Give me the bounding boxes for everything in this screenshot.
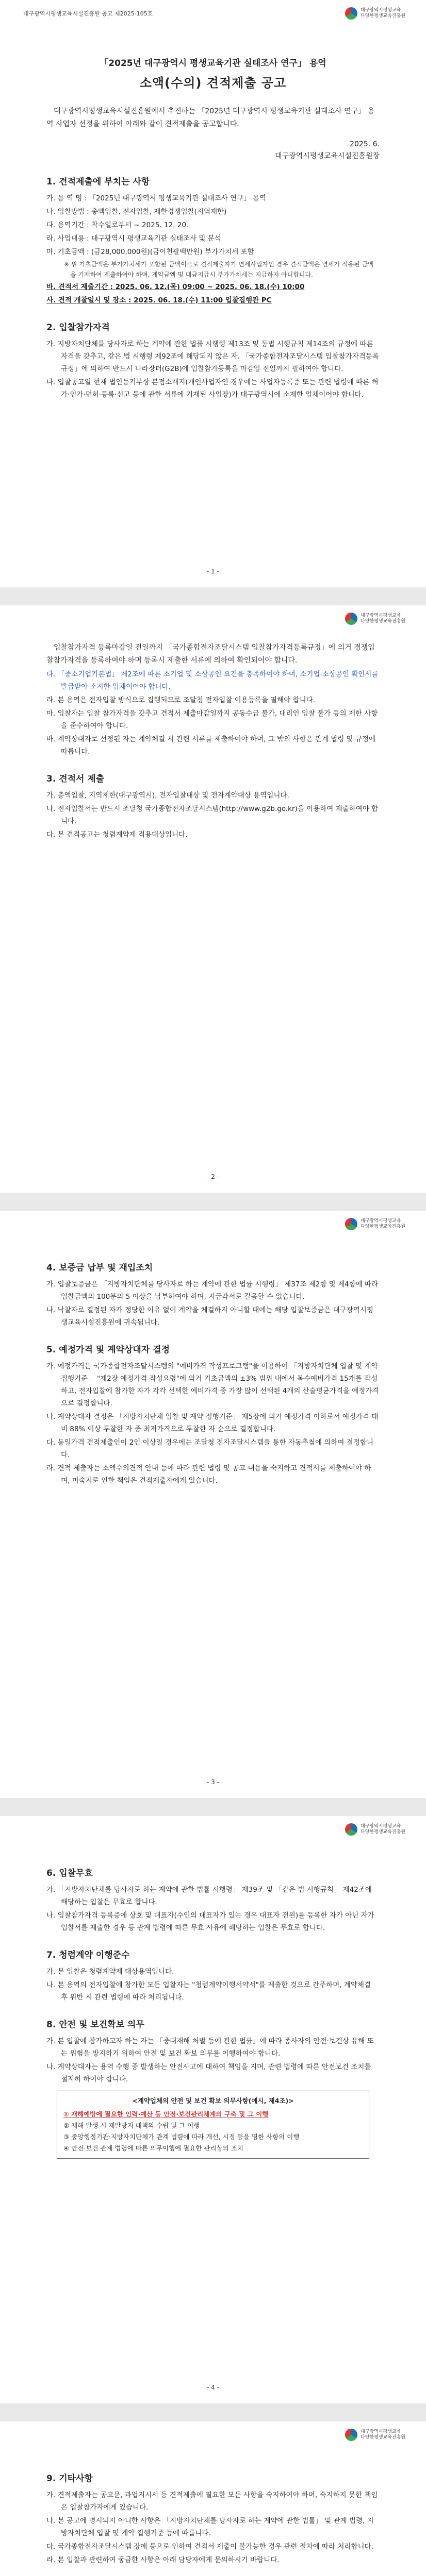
s9-item: 나. 본 공고에 명시되지 아니한 사항은 「지방자치단체를 당사자로 하는 계약에 관한 법률」 및 관계 법령, 지방자치단체 입찰 및 계약 집행기준 등에 따릅니다. bbox=[46, 2517, 374, 2537]
s2-item: 다. 「중소기업기본법」 제2조에 따른 소기업 및 소상공인 요건을 충족하여야 하며, 소기업·소상공인 확인서를 발급받아 소지한 업체이어야 합니다. bbox=[46, 670, 379, 691]
page-4 bbox=[0, 1816, 426, 2403]
page-1 bbox=[0, 0, 426, 587]
s2-item: 마. 입찰자는 입찰 참가자격을 갖추고 견적서 제출마감일까지 공동수급 불가, 대리인 입찰 불가 등의 제한 사항을 준수하여야 합니다. bbox=[46, 709, 378, 730]
s2-item: 바. 계약상대자로 선정된 자는 계약체결 시 관련 서류를 제출하여야 하며, 그 밖의 사항은 관계 법령 및 규정에 따릅니다. bbox=[46, 735, 376, 756]
section-2-title: 2. 입찰참가자격 bbox=[46, 323, 110, 333]
logo-text-2: 다양한평생교육진흥원 bbox=[361, 2435, 405, 2440]
box-line: ④ 안전·보건 관계 법령에 따른 의무이행에 필요한 관리상의 조치 bbox=[63, 2144, 243, 2152]
submission-period: 바. 견적서 제출기간 : 2025. 06. 12.(목) 09:00 ~ 2025. 06. 18.(수) 10:00 bbox=[46, 283, 305, 291]
s1-item: 마. 기초금액 : (금28,000,000원)(금이천팔백만원) 부가가치세 포함 bbox=[46, 248, 254, 256]
s5-item: 다. 동일가격 견적제출인이 2인 이상일 경우에는 조달청 전자조달시스템을 통한 자동추첨에 의하여 결정합니다. bbox=[46, 1438, 373, 1459]
s3-item: 가. 총액입찰, 지역제한(대구광역시), 전자입찰대상 및 전자계약대상 용역입니다. bbox=[46, 791, 289, 800]
s1-item: 가. 용 역 명 : 「2025년 대구광역시 평생교육기관 실태조사 연구」 용역 bbox=[46, 194, 267, 202]
section-5-title: 5. 예정가격 및 계약상대자 결정 bbox=[46, 1345, 170, 1355]
logo-text-2: 다양한평생교육진흥원 bbox=[361, 1224, 405, 1229]
s8-item: 나. 계약상대자는 용역 수행 중 발생하는 안전사고에 대하여 책임을 지며, 관련 법령에 따른 안전보건 조치를 철저히 하여야 합니다. bbox=[46, 2063, 371, 2083]
s9-item: 가. 견적제출자는 공고문, 과업지시서 등 견적제출에 필요한 모든 사항을 숙지하여야 하며, 숙지하지 못한 책임은 입찰참가자에게 있습니다. bbox=[46, 2491, 378, 2512]
s3-item: 나. 전자입찰서는 반드시 조달청 국가종합전자조달시스템(http://www.g2b.go.kr)을 이용하여 제출하여야 합니다. bbox=[46, 805, 379, 825]
org-logo bbox=[345, 7, 405, 20]
box-line: ② 재해 발생 시 재발방지 대책의 수립 및 그 이행 bbox=[63, 2122, 200, 2129]
logo-text-1: 대구광역시평생교육 bbox=[361, 2429, 401, 2434]
notice-date: 2025. 6. bbox=[350, 140, 380, 148]
box-title: <계약업체의 안전 및 보건 확보 의무사항(예시, 제4조)> bbox=[132, 2097, 294, 2105]
section-1-title: 1. 견적제출에 부치는 사항 bbox=[46, 177, 150, 187]
page-number: - 1 - bbox=[207, 568, 219, 575]
org-logo bbox=[345, 2429, 405, 2441]
s5-item: 라. 견적 제출자는 소액수의견적 안내 등에 따라 관련 법령 및 공고 내용을 숙지하고 견적서를 제출하여야 하며, 미숙지로 인한 책임은 견적제출자에게 있습니다. bbox=[46, 1464, 371, 1485]
s3-item: 다. 본 견적공고는 청렴계약제 적용대상입니다. bbox=[46, 831, 188, 839]
doc-reference: 대구광역시평생교육시설진흥원 공고 제2025-105호 bbox=[23, 10, 153, 17]
section-3-title: 3. 견적서 제출 bbox=[46, 774, 105, 784]
section-7-title: 7. 청렴계약 이행준수 bbox=[46, 1950, 130, 1960]
notice-issuer: 대구광역시평생교육시설진흥원장 bbox=[275, 152, 380, 160]
logo-text-1: 대구광역시평생교육 bbox=[361, 1218, 401, 1224]
s9-item: 다. 국가종합전자조달시스템 장애 등으로 인하여 견적서 제출이 불가능한 경우 관련 절차에 따라 처리합니다. bbox=[46, 2543, 373, 2551]
s2-continuation: 입찰참가자격 등록마감일 전일까지 「국가종합전자조달시스템 입찰참가자격등록규정」에 의거 경쟁입찰참가자격을 등록하여야 하며 등록시 제출한 서류에 의하여 확인되어야 합니다. bbox=[46, 643, 375, 665]
s1-item: 라. 사업내용 : 대구광역시 평생교육기관 실태조사 및 분석 bbox=[46, 234, 221, 243]
logo-text-1: 대구광역시평생교육 bbox=[361, 1824, 401, 1829]
s4-item: 가. 입찰보증금은 「지방자치단체를 당사자로 하는 계약에 관한 법률 시행령」 제37조 제2항 및 제4항에 따라 입찰금액의 100분의 5 이상을 납부하여야 하며, 지급각서로 갈음할 수 있습니다. bbox=[46, 1280, 379, 1301]
org-logo bbox=[345, 1218, 405, 1230]
section-4-title: 4. 보증금 납부 및 재입조치 bbox=[46, 1263, 153, 1273]
section-6-title: 6. 입찰무효 bbox=[46, 1868, 93, 1878]
s7-item: 나. 본 용역의 전자입찰에 참가한 모든 입찰자는 "청렴계약이행서약서"를 제출한 것으로 간주하며, 계약체결 후 위반 시 관련 법령에 따라 처리됩니다. bbox=[46, 1981, 371, 2002]
s1-item: 다. 용역기간 : 착수일로부터 ~ 2025. 12. 20. bbox=[46, 221, 189, 229]
logo-icon bbox=[345, 2429, 357, 2441]
logo-icon bbox=[345, 613, 357, 625]
section-9-title: 9. 기타사항 bbox=[46, 2473, 93, 2484]
box-line: ① 재해예방에 필요한 인력·예산 등 안전·보건관리체계의 구축 및 그 이행 bbox=[63, 2110, 269, 2118]
logo-text-1: 대구광역시평생교육 bbox=[361, 8, 401, 13]
box-line: ③ 중앙행정기관·지방자치단체가 관계 법령에 따라 개선, 시정 등을 명한 사항의 이행 bbox=[63, 2133, 300, 2141]
s2-item: 가. 지방자치단체를 당사자로 하는 계약에 관한 법률 시행령 제13조 및 동법 시행규칙 제14조의 규정에 따른 자격을 갖추고, 같은 법 시행령 제92조에 해당되지 않은 자. 「국가종합전자조달시스템 입찰참가자격등록규정」에 의하여 반드시 나라장터(G2B)에 입찰참가등록을 마감일 전일까지 필하여야 합니다. bbox=[46, 340, 379, 373]
s6-item: 나. 입찰참가자격 등록증에 상호 및 대표자(수인의 대표자가 있는 경우 대표자 전원)를 등록한 자가 아닌 자가 입찰서를 제출한 경우 등 관계 법령에 따른 무효 사유에 해당하는 입찰은 무효로 합니다. bbox=[46, 1911, 374, 1932]
s9-item: 라. 본 입찰과 관련하여 궁금한 사항은 아래 담당자에게 문의하시기 바랍니다. bbox=[46, 2556, 280, 2564]
s5-item: 나. 계약상대자 결정은 「지방자치단체 입찰 및 계약 집행기준」 제5장에 의거 예정가격 이하로서 예정가격 대비 88% 이상 투찰한 자 중 최저가격으로 투찰한 자 순으로 결정합니다. bbox=[46, 1413, 379, 1433]
notice-subtitle: 소액(수의) 견적제출 공고 bbox=[139, 76, 287, 90]
logo-text-2: 다양한평생교육진흥원 bbox=[361, 619, 405, 624]
logo-text-2: 다양한평생교육진흥원 bbox=[361, 1829, 405, 1835]
logo-icon bbox=[345, 1218, 357, 1230]
safety-obligations-box bbox=[57, 2091, 369, 2159]
logo-icon bbox=[345, 7, 357, 20]
page-3 bbox=[0, 1211, 426, 1798]
page-number: - 3 - bbox=[207, 1778, 219, 1786]
page-number: - 2 - bbox=[207, 1173, 219, 1180]
logo-text-2: 다양한평생교육진흥원 bbox=[361, 13, 405, 19]
s8-item: 가. 본 입찰에 참가하고자 하는 자는 「중대재해 처벌 등에 관한 법률」에 따라 종사자의 안전·보건상 유해 또는 위험을 방지하기 위하여 안전 및 보건 확보 의무를 이행하여야 합니다. bbox=[46, 2037, 374, 2058]
s1-note: ※ 위 기초금액은 부가가치세가 포함된 금액이므로 견적제출자가 면세사업자인 경우 견적금액은 면세가 적용된 금액을 기재하여 제출하여야 하며, 계약금액 및 대금지급시 부가가치세는 지급하지 아니합니다. bbox=[64, 261, 374, 278]
section-8-title: 8. 안전 및 보건확보 의무 bbox=[46, 2020, 144, 2030]
logo-text-1: 대구광역시평생교육 bbox=[361, 613, 401, 618]
logo-icon bbox=[345, 1823, 357, 1836]
page-5 bbox=[0, 2421, 426, 2576]
notice-title: 「2025년 대구광역시 평생교육기관 실태조사 연구」 용역 bbox=[100, 58, 326, 69]
s7-item: 가. 본 입찰은 청렴계약제 대상용역입니다. bbox=[46, 1968, 174, 1976]
s6-item: 가. 「지방자치단체를 당사자로 하는 계약에 관한 법률 시행령」 제39조 및 「같은 법 시행규칙」 제42조에 해당하는 입찰은 무효로 합니다. bbox=[46, 1886, 372, 1906]
org-logo bbox=[345, 613, 405, 625]
opening-date: 사. 견적 개찰일시 및 장소 : 2025. 06. 18.(수) 11:00 입찰집행관 PC bbox=[46, 296, 272, 304]
s1-item: 나. 입찰방법 : 총액입찰, 전자입찰, 제한경쟁입찰(지역제한) bbox=[46, 208, 227, 216]
s4-item: 나. 낙찰자로 결정된 자가 정당한 이유 없이 계약을 체결하지 아니할 때에는 해당 입찰보증금은 대구광역시평생교육시설진흥원에 귀속됩니다. bbox=[46, 1306, 373, 1327]
org-logo bbox=[345, 1823, 405, 1836]
page-number: - 4 - bbox=[207, 2384, 219, 2391]
s2-item: 라. 본 용역은 전자입찰 방식으로 집행되므로 조달청 전자입찰 이용등록을 필해야 합니다. bbox=[46, 696, 315, 704]
s2-item: 나. 입찰공고일 현재 법인등기부상 본점소재지(개인사업자인 경우에는 사업자등록증 또는 관련 법령에 따른 허가·인가·면허·등록·신고 등에 관한 서류에 기재된 사업장)가 대구광역시에 소재한 업체이어야 합니다. bbox=[46, 378, 379, 399]
s5-item: 가. 예정가격은 국가종합전자조달시스템의 "예비가격 작성프로그램"을 이용하여 「지방자치단체 입찰 및 계약 집행기준」 "제2장 예정가격 작성요령"에 의거 기초금액의 ±3% 범위 내에서 복수예비가격 15개를 작성하고, 전자입찰에 참가한 자가 각각 선택한 예비가격 중 가장 많이 선택된 4개의 산술평균가격을 예정가격으로 결정합니다. bbox=[46, 1362, 379, 1408]
page-2 bbox=[0, 605, 426, 1193]
intro-paragraph: 대구광역시평생교육시설진흥원에서 추진하는 「2025년 대구광역시 평생교육기관 실태조사 연구」 용역 사업자 선정을 위하여 아래와 같이 견적제출을 공고합니다. bbox=[46, 107, 375, 128]
